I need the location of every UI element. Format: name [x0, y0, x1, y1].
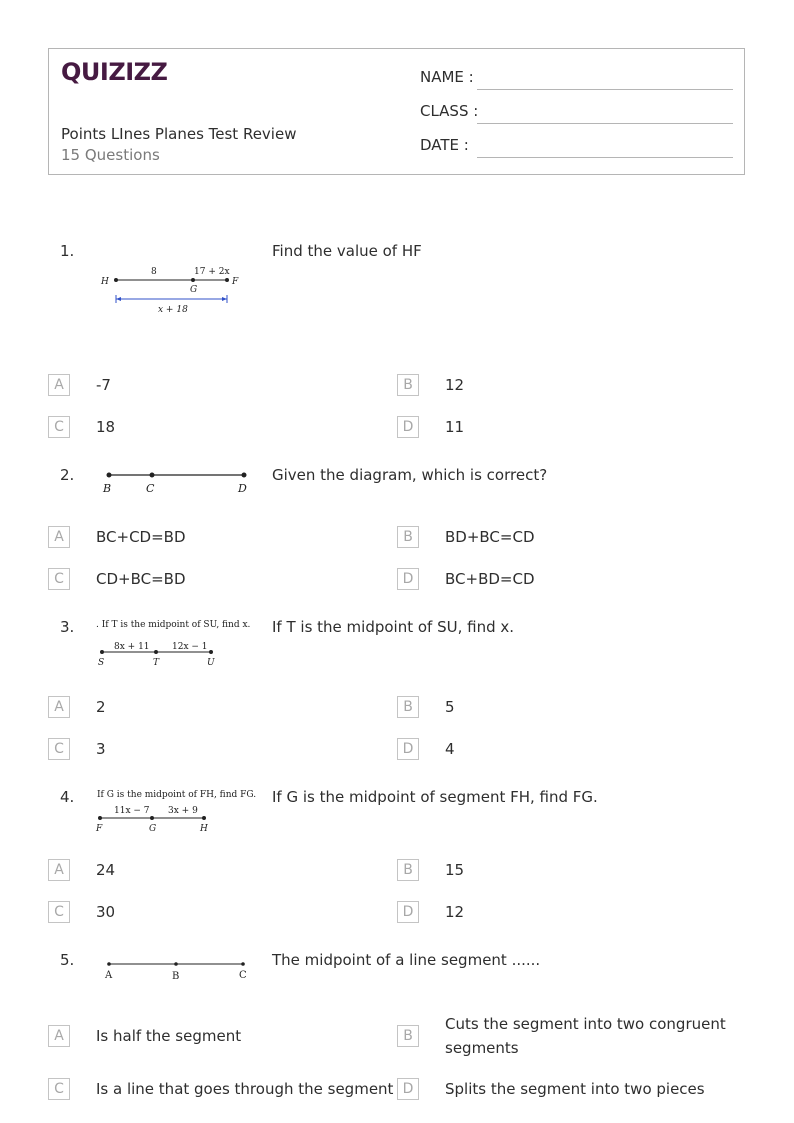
label-h: H	[101, 277, 109, 287]
option-c-badge[interactable]: C	[48, 416, 70, 438]
option-a-badge[interactable]: A	[48, 696, 70, 718]
option-c-badge[interactable]: C	[48, 901, 70, 923]
label-f: F	[96, 824, 103, 834]
label-gh-length: 3x + 9	[168, 806, 198, 816]
class-line[interactable]	[477, 123, 733, 124]
option-d-text[interactable]: 12	[445, 903, 465, 921]
point-d	[242, 473, 247, 478]
label-gf-length: 17 + 2x	[194, 267, 230, 277]
label-t: T	[153, 658, 160, 668]
option-c-badge[interactable]: C	[48, 568, 70, 590]
option-a-text[interactable]: 2	[96, 698, 106, 716]
question-count: 15 Questions	[61, 146, 160, 164]
option-a-badge[interactable]: A	[48, 1025, 70, 1047]
label-u: U	[207, 658, 215, 668]
question-text: If T is the midpoint of SU, find x.	[272, 618, 515, 636]
segment-diagram-bcd	[96, 466, 256, 498]
option-d-text[interactable]: 4	[445, 740, 455, 758]
option-c-text[interactable]: Is a line that goes through the segment	[96, 1080, 394, 1098]
label-h: H	[200, 824, 208, 834]
point-t	[154, 650, 158, 654]
segment-diagram-stu	[94, 614, 264, 670]
option-b-badge[interactable]: B	[397, 526, 419, 548]
point-u	[209, 650, 213, 654]
date-line[interactable]	[477, 157, 733, 158]
option-a-badge[interactable]: A	[48, 859, 70, 881]
class-label: CLASS :	[420, 102, 479, 120]
label-f: F	[232, 277, 239, 287]
name-label: NAME :	[420, 68, 474, 86]
option-c-badge[interactable]: C	[48, 738, 70, 760]
label-g: G	[190, 285, 198, 295]
label-total-length: x + 18	[158, 305, 188, 315]
segment-diagram-fgh	[94, 784, 264, 836]
point-g	[150, 816, 154, 820]
option-c-badge[interactable]: C	[48, 1078, 70, 1100]
name-line[interactable]	[477, 89, 733, 90]
option-b-badge[interactable]: B	[397, 1025, 419, 1047]
option-c-text[interactable]: 18	[96, 418, 116, 436]
segment-diagram-abc	[96, 954, 256, 984]
label-b: B	[172, 971, 180, 982]
option-b-badge[interactable]: B	[397, 859, 419, 881]
option-d-badge[interactable]: D	[397, 568, 419, 590]
question-text: The midpoint of a line segment ......	[272, 951, 541, 969]
question-number: 4.	[60, 788, 75, 806]
question-text: If G is the midpoint of segment FH, find FG.	[272, 788, 598, 806]
point-a	[107, 962, 111, 966]
option-b-text[interactable]: Cuts the segment into two congruent segments	[445, 1015, 726, 1057]
point-c	[150, 473, 155, 478]
point-f	[225, 278, 229, 282]
option-b-text[interactable]: 5	[445, 698, 455, 716]
label-fg-length: 11x − 7	[114, 806, 150, 816]
label-c: C	[239, 970, 247, 981]
option-b-badge[interactable]: B	[397, 374, 419, 396]
option-b-badge[interactable]: B	[397, 696, 419, 718]
point-c	[241, 962, 245, 966]
option-c-text[interactable]: 30	[96, 903, 116, 921]
point-b	[174, 962, 178, 966]
point-s	[100, 650, 104, 654]
option-a-text[interactable]: Is half the segment	[96, 1027, 242, 1045]
label-d: D	[238, 482, 247, 495]
point-h	[202, 816, 206, 820]
worksheet-title: Points LInes Planes Test Review	[61, 125, 297, 143]
option-d-badge[interactable]: D	[397, 1078, 419, 1100]
option-a-text[interactable]: -7	[96, 376, 111, 394]
option-b-text[interactable]: 12	[445, 376, 465, 394]
option-d-badge[interactable]: D	[397, 738, 419, 760]
option-d-badge[interactable]: D	[397, 416, 419, 438]
option-d-text[interactable]: BC+BD=CD	[445, 570, 535, 588]
option-d-badge[interactable]: D	[397, 901, 419, 923]
label-hg-length: 8	[151, 267, 157, 277]
question-text: Given the diagram, which is correct?	[272, 466, 548, 484]
label-st-length: 8x + 11	[114, 642, 150, 652]
question-number: 3.	[60, 618, 75, 636]
quizizz-logo: QUIZIZZ	[61, 58, 168, 86]
option-b-text[interactable]: BD+BC=CD	[445, 528, 535, 546]
question-number: 5.	[60, 951, 75, 969]
option-d-text[interactable]: Splits the segment into two pieces	[445, 1080, 705, 1098]
label-s: S	[98, 658, 105, 668]
question-number: 1.	[60, 242, 75, 260]
figure-caption: If G is the midpoint of FH, find FG.	[97, 790, 257, 800]
point-h	[114, 278, 118, 282]
question-number: 2.	[60, 466, 75, 484]
figure-caption: . If T is the midpoint of SU, find x.	[96, 620, 251, 630]
option-c-text[interactable]: 3	[96, 740, 106, 758]
option-a-badge[interactable]: A	[48, 374, 70, 396]
point-f	[98, 816, 102, 820]
option-c-text[interactable]: CD+BC=BD	[96, 570, 186, 588]
point-b	[107, 473, 112, 478]
option-a-text[interactable]: 24	[96, 861, 116, 879]
label-g: G	[149, 824, 157, 834]
label-a: A	[105, 970, 113, 981]
label-b: B	[103, 482, 112, 495]
option-a-badge[interactable]: A	[48, 526, 70, 548]
label-c: C	[146, 482, 155, 495]
option-a-text[interactable]: BC+CD=BD	[96, 528, 186, 546]
label-tu-length: 12x − 1	[172, 642, 208, 652]
option-b-text[interactable]: 15	[445, 861, 465, 879]
date-label: DATE :	[420, 136, 469, 154]
point-g	[191, 278, 195, 282]
segment-diagram-hf	[96, 262, 256, 318]
option-d-text[interactable]: 11	[445, 418, 465, 436]
question-text: Find the value of HF	[272, 242, 422, 260]
